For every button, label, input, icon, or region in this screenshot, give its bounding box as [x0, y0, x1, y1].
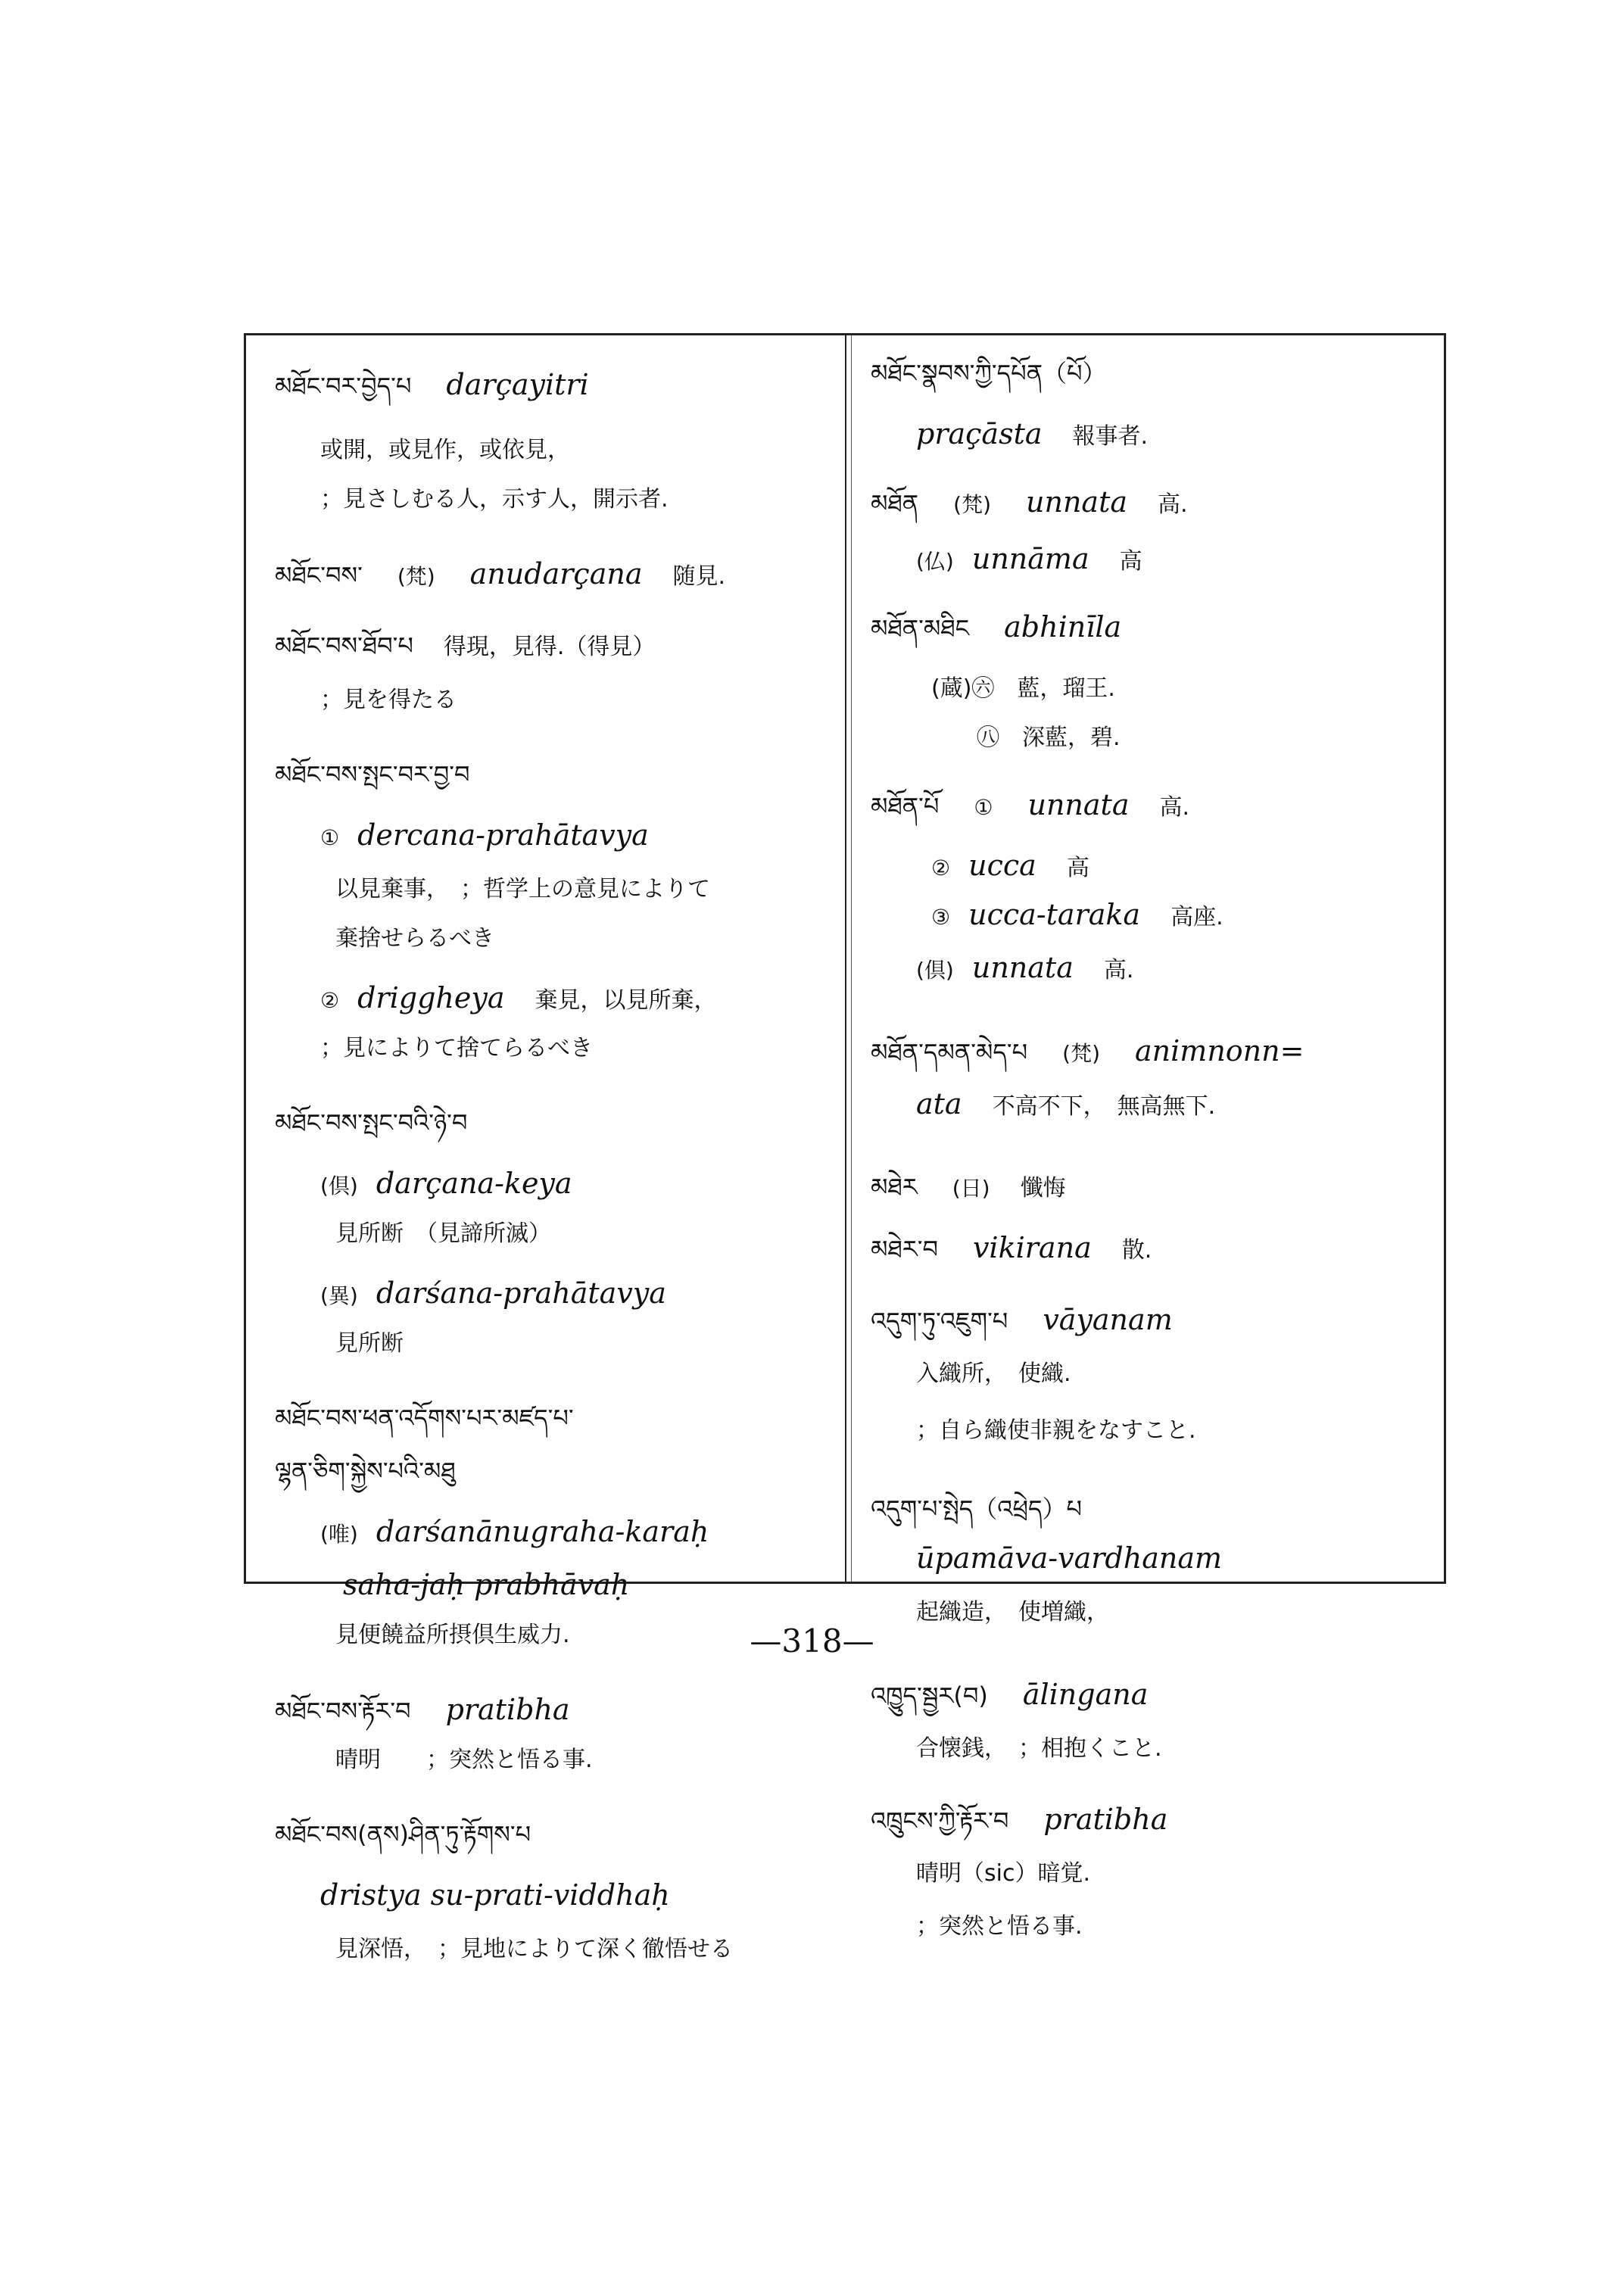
tibetan-headword: མཐོང་བར་བྱེད་པ — [275, 372, 412, 401]
tibetan-headword: མཐོན་པོ — [871, 792, 940, 821]
source-marker: ② — [931, 856, 951, 881]
japanese-gloss: 高. — [1159, 794, 1190, 821]
entry-line — [916, 1089, 1215, 1122]
sanskrit-equivalent: darçayitri — [446, 368, 589, 401]
tibetan-headword: མཐོང་བས་ཐོབ་པ — [275, 631, 413, 660]
japanese-gloss: 或開，或見作，或依見， — [320, 437, 570, 463]
sanskrit-equivalent: unnata — [1026, 485, 1128, 519]
entry-line — [275, 369, 589, 401]
entry-line — [871, 1679, 1148, 1711]
entry-line — [871, 1804, 1167, 1836]
japanese-gloss: 見便饒益所摂倶生威力. — [335, 1622, 570, 1648]
source-marker: ② — [320, 988, 340, 1013]
tibetan-headword: མཐེར — [871, 1173, 918, 1202]
entry-line — [275, 759, 470, 790]
japanese-gloss: 見所断 — [335, 1330, 404, 1357]
japanese-gloss: 随見. — [672, 563, 726, 590]
sanskrit-equivalent: anudarçana — [469, 557, 643, 591]
entry-line — [871, 1233, 1152, 1266]
japanese-gloss: 高. — [1158, 491, 1188, 518]
japanese-gloss: ；自ら織使非親をなすこと. — [916, 1417, 1196, 1444]
entry-line — [931, 899, 1223, 933]
japanese-gloss: 見深悟， ；見地によりて深く徹悟せる — [335, 1936, 733, 1962]
entry-line — [275, 1456, 456, 1486]
sanskrit-equivalent: darśana-prahātavya — [376, 1276, 666, 1310]
entry-line — [320, 1880, 670, 1912]
sanskrit-equivalent: unnāma — [971, 542, 1089, 575]
sanskrit-equivalent: unnata — [971, 951, 1074, 984]
entry-line — [320, 434, 570, 466]
entry-line — [335, 873, 710, 905]
source-marker: (日) — [952, 1176, 990, 1201]
entry-line — [335, 1327, 404, 1359]
entry-line — [977, 722, 1121, 753]
tibetan-headword: འདུག་པ་སྤེད（འཕྲེད）པ — [871, 1495, 1083, 1523]
japanese-gloss: 高座. — [1170, 904, 1223, 930]
tibetan-headword: འཁྲུངས་ཀྱི་རྟོར་བ — [871, 1806, 1009, 1835]
tibetan-headword: མཐོང་བས་ — [275, 561, 363, 590]
sanskrit-equivalent: saha-jaḥ prabhāvaḥ — [343, 1568, 630, 1601]
japanese-gloss: ㊇ 深藍，碧. — [977, 725, 1121, 751]
japanese-gloss: 散. — [1121, 1237, 1152, 1264]
entry-line — [275, 559, 725, 592]
sanskrit-equivalent: dercana-prahātavya — [357, 818, 649, 852]
entry-line — [320, 983, 717, 1016]
japanese-gloss: ；見を得たる — [320, 687, 457, 713]
entry-line — [343, 1569, 629, 1601]
japanese-gloss: (蔵)㊅ 藍，瑠王. — [931, 675, 1115, 702]
sanskrit-equivalent: abhinīla — [1004, 610, 1122, 644]
japanese-gloss: 入織所， 使織. — [916, 1361, 1071, 1387]
japanese-gloss: 以見棄事， ；哲学上の意見によりて — [335, 876, 710, 902]
entry-line — [871, 612, 1121, 644]
tibetan-headword: ལྷན་ཅིག་སྐྱེས་པའི་མཐུ — [275, 1457, 456, 1485]
source-marker: (梵) — [1062, 1041, 1100, 1066]
tibetan-headword: མཐོང་སྣབས་ཀྱི་དཔོན（པོ） — [871, 359, 1107, 388]
entry-line — [931, 672, 1115, 704]
entry-line — [916, 1357, 1071, 1389]
tibetan-headword: མཐོན — [871, 489, 919, 518]
entry-line — [871, 1036, 1304, 1069]
japanese-gloss: 晴明 ；突然と悟る事. — [335, 1747, 593, 1773]
page-number: —318— — [750, 1622, 874, 1660]
sanskrit-equivalent: ūpamāva-vardhanam — [916, 1541, 1223, 1575]
source-marker: (倶) — [320, 1173, 358, 1198]
entry-line — [335, 1744, 593, 1775]
japanese-gloss: 報事者. — [1072, 423, 1149, 450]
column-divider — [845, 335, 846, 1582]
entry-line — [871, 790, 1189, 823]
source-marker: ① — [974, 795, 993, 820]
sanskrit-equivalent: pratibha — [445, 1693, 570, 1726]
tibetan-headword: མཐོང་བས་རྟོར་བ — [275, 1697, 411, 1725]
sanskrit-equivalent: unnata — [1027, 788, 1130, 821]
sanskrit-equivalent: darçana-keya — [376, 1167, 572, 1200]
entry-line — [320, 1278, 666, 1311]
japanese-gloss: 高 — [1119, 548, 1142, 575]
entry-line — [916, 544, 1142, 577]
sanskrit-equivalent: darśanānugraha-karaḥ — [376, 1515, 709, 1548]
sanskrit-equivalent: driggheya — [357, 981, 505, 1015]
entry-line — [320, 684, 457, 715]
sanskrit-equivalent: ucca — [968, 849, 1036, 882]
entry-line — [335, 1933, 733, 1965]
sanskrit-equivalent: vikirana — [972, 1231, 1092, 1264]
entry-line — [916, 419, 1148, 452]
japanese-gloss: 見所断 （見諦所滅） — [335, 1220, 551, 1247]
entry-line — [275, 1694, 570, 1726]
entry-line — [275, 631, 655, 662]
source-marker: (梵) — [397, 564, 435, 589]
entry-line — [275, 1819, 531, 1850]
entry-line — [871, 487, 1188, 520]
entry-line — [916, 1543, 1222, 1575]
entry-line — [320, 1516, 709, 1550]
sanskrit-equivalent: ata — [916, 1087, 962, 1121]
japanese-gloss: 不高不下， 無高無下. — [992, 1093, 1216, 1120]
japanese-gloss: 晴明（sic）暗覚. — [916, 1860, 1090, 1887]
entry-line — [916, 1857, 1090, 1889]
entry-line — [275, 1108, 467, 1138]
source-marker: (倶) — [916, 958, 954, 983]
japanese-gloss: 起織造， 使増織， — [916, 1599, 1109, 1625]
japanese-gloss: 高. — [1103, 957, 1134, 983]
japanese-gloss: 懺悔 — [1020, 1175, 1066, 1202]
entry-line — [320, 1032, 593, 1064]
tibetan-headword: མཐོན་མཐིང — [871, 614, 970, 643]
entry-line — [916, 1732, 1162, 1764]
entry-line — [916, 1910, 1083, 1942]
entry-line — [320, 1168, 572, 1202]
tibetan-headword: མཐོང་བས་སྤང་བར་བྱ་བ — [275, 760, 470, 789]
entry-line — [916, 952, 1133, 986]
entry-line — [335, 1217, 551, 1249]
tibetan-headword: མཐོང་བས་སྤང་བའི་ཉེ་བ — [275, 1108, 468, 1137]
japanese-gloss: 棄捨せらるべき — [335, 925, 494, 952]
japanese-gloss: 高 — [1066, 855, 1089, 881]
tibetan-headword: མཐེར་བ — [871, 1235, 938, 1264]
entry-line — [871, 358, 1107, 388]
tibetan-headword: མཐོང་བས(ནས)ཤིན་ཏུ་རྟོགས་པ — [275, 1820, 531, 1849]
sanskrit-equivalent: vāyanam — [1043, 1303, 1173, 1336]
source-marker: ③ — [931, 905, 951, 930]
source-marker: (異) — [320, 1283, 358, 1308]
column-divider-shadow — [851, 335, 852, 1582]
tibetan-headword: འདུག་ཏུ་འཇུག་པ — [871, 1307, 1008, 1336]
entry-line — [871, 1304, 1173, 1336]
entry-line — [320, 820, 649, 853]
japanese-gloss: ；突然と悟る事. — [916, 1913, 1083, 1940]
sanskrit-equivalent: dristya su-prati-viddhaḥ — [320, 1878, 670, 1912]
sanskrit-equivalent: ālingana — [1022, 1678, 1149, 1711]
source-marker: (唯) — [320, 1522, 358, 1547]
tibetan-headword: འཁྱུད་སྦྱར(བ) — [871, 1682, 988, 1710]
entry-line — [871, 1494, 1082, 1524]
entry-line — [320, 483, 669, 515]
japanese-gloss: ；見によりて捨てらるべき — [320, 1035, 593, 1061]
sanskrit-equivalent: praçāsta — [916, 417, 1043, 450]
japanese-gloss: 得現，見得.（得見） — [443, 634, 656, 660]
entry-line — [335, 922, 494, 954]
entry-line — [916, 1414, 1196, 1446]
entry-line — [931, 850, 1089, 884]
sanskrit-equivalent: animnonn= — [1135, 1034, 1304, 1068]
japanese-gloss: ；見さしむる人，示す人，開示者. — [320, 486, 669, 513]
tibetan-headword: མཐོན་དམན་མེད་པ — [871, 1038, 1028, 1067]
source-marker: ① — [320, 825, 340, 850]
tibetan-headword: མཐོང་བས་ཕན་འདོགས་པར་མཛད་པ་ — [275, 1404, 574, 1432]
source-marker: (仏) — [916, 549, 954, 574]
sanskrit-equivalent: pratibha — [1043, 1803, 1168, 1836]
entry-line — [871, 1172, 1066, 1204]
sanskrit-equivalent: ucca-taraka — [968, 898, 1141, 931]
source-marker: (梵) — [953, 492, 991, 517]
japanese-gloss: 合懐銭， ；相抱くこと. — [916, 1735, 1162, 1762]
japanese-gloss: 棄見，以見所棄， — [535, 987, 717, 1014]
entry-line — [275, 1403, 574, 1433]
